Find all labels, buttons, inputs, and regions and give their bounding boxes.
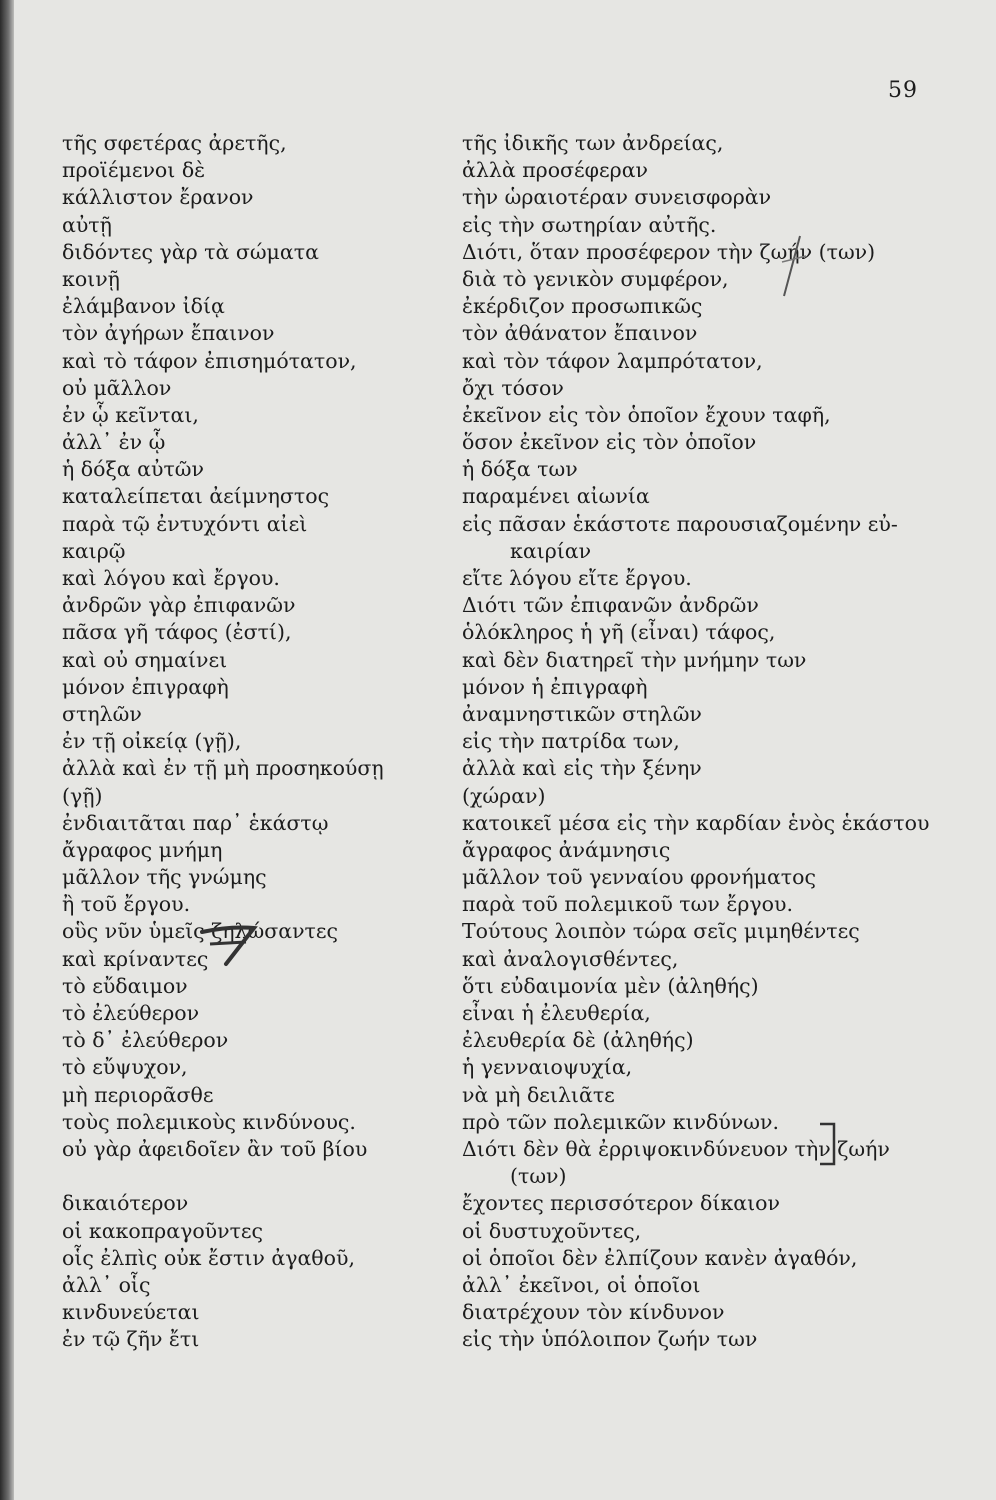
right-text-line: ὁλόκληρος ἡ γῆ (εἶναι) τάφος, xyxy=(462,620,776,645)
right-text-line: ἄγραφος ἀνάμνησις xyxy=(462,837,671,862)
left-text-line: πᾶσα γῆ τάφος (ἐστί), xyxy=(62,620,292,645)
page-number: 59 xyxy=(888,78,918,103)
left-text-line: κάλλιστον ἔρανον xyxy=(62,185,254,210)
right-text-line: οἱ ὁποῖοι δὲν ἐλπίζουν κανὲν ἀγαθόν, xyxy=(462,1245,858,1270)
left-text-line: ἐνδιαιτᾶται παρ᾽ ἑκάστῳ xyxy=(62,810,329,835)
left-text-line: καιρῷ xyxy=(62,538,126,563)
right-text-line: κατοικεῖ μέσα εἰς τὴν καρδίαν ἑνὸς ἑκάστου xyxy=(462,810,930,835)
left-text-line: ἐν τῇ οἰκείᾳ (γῇ), xyxy=(62,729,242,754)
right-text-line: (των) xyxy=(510,1164,567,1189)
left-text-line: παρὰ τῷ ἐντυχόντι αἰεὶ xyxy=(62,511,308,536)
right-text-line: ἐλευθερία δὲ (ἀληθής) xyxy=(462,1028,694,1053)
left-text-line: ἀλλ᾽ οἷς xyxy=(62,1272,151,1297)
left-text-line: καὶ κρίναντες xyxy=(62,946,209,971)
right-text-line: Τούτους λοιπὸν τώρα σεῖς μιμηθέντες xyxy=(462,919,860,944)
left-text-line: οἱ κακοπραγοῦντες xyxy=(62,1218,264,1243)
left-text-line: προϊέμενοι δὲ xyxy=(62,158,206,183)
right-text-line: ἡ γενναιοψυχία, xyxy=(462,1055,633,1080)
left-text-line: αὐτῇ xyxy=(62,212,112,237)
right-text-line: τὴν ὡραιοτέραν συνεισφορὰν xyxy=(462,185,772,210)
right-text-line: Διότι, ὅταν προσέφερον τὴν ζωήν (των) xyxy=(462,239,876,264)
right-text-line: οἱ δυστυχοῦντες, xyxy=(462,1218,642,1243)
left-text-line: ἐν τῷ ζῆν ἔτι xyxy=(62,1327,200,1352)
left-text-line: καταλείπεται ἀείμνηστος xyxy=(62,484,330,509)
right-text-line: ἐκεῖνον εἰς τὸν ὁποῖον ἔχουν ταφῆ, xyxy=(462,402,831,427)
left-text-line: οὐ μᾶλλον xyxy=(62,375,172,400)
right-text-line: Διότι τῶν ἐπιφανῶν ἀνδρῶν xyxy=(462,593,759,618)
right-text-line: ἀλλὰ καὶ εἰς τὴν ξένην xyxy=(462,756,702,781)
left-text-line: τοὺς πολεμικοὺς κινδύνους. xyxy=(62,1109,356,1134)
right-text-line: πρὸ τῶν πολεμικῶν κινδύνων. xyxy=(462,1109,779,1134)
book-binding-shadow xyxy=(0,0,14,1500)
right-text-line: τὸν ἀθάνατον ἔπαινον xyxy=(462,321,698,346)
right-text-line: ὄχι τόσον xyxy=(462,375,564,400)
left-text-line: κοινῇ xyxy=(62,266,120,291)
right-text-line: ἀλλ᾽ ἐκεῖνοι, οἱ ὁποῖοι xyxy=(462,1272,701,1297)
left-text-line: κινδυνεύεται xyxy=(62,1300,200,1325)
right-text-line: παραμένει αἰωνία xyxy=(462,484,650,509)
left-text-line: καὶ οὐ σημαίνει xyxy=(62,647,228,672)
left-column-ancient-greek xyxy=(62,130,442,1353)
left-text-line: τὸ ἐλεύθερον xyxy=(62,1001,200,1025)
right-text-line: ἐκέρδιζον προσωπικῶς xyxy=(462,294,703,319)
left-text-line: μᾶλλον τῆς γνώμης xyxy=(62,865,267,890)
right-text-line: (χώραν) xyxy=(462,783,546,808)
left-text-line: δικαιότερον xyxy=(62,1191,189,1216)
left-text-line: οὐ γὰρ ἀφειδοῖεν ἂν τοῦ βίου xyxy=(62,1136,368,1161)
left-text-line: μόνον ἐπιγραφὴ xyxy=(62,674,229,699)
left-text-line: τὸ εὔψυχον, xyxy=(62,1055,188,1080)
right-text-line: παρὰ τοῦ πολεμικοῦ των ἔργου. xyxy=(462,892,793,917)
right-text-line: εἰς πᾶσαν ἑκάστοτε παρουσιαζομένην εὐ- xyxy=(462,511,898,536)
left-text-line: τὸ εὔδαιμον xyxy=(62,973,188,998)
right-text-line: καιρίαν xyxy=(510,538,592,563)
left-text-line: οἷς ἐλπὶς οὐκ ἔστιν ἀγαθοῦ, xyxy=(62,1245,355,1270)
left-text-line: ἐν ᾧ κεῖνται, xyxy=(62,402,199,427)
left-text-line: μὴ περιορᾶσθε xyxy=(62,1082,214,1107)
right-text-line: Διότι δὲν θὰ ἐρριψοκινδύνευον τὴν ζωήν xyxy=(462,1136,890,1161)
right-text-line: εἰς τὴν ὑπόλοιπον ζωήν των xyxy=(462,1327,758,1352)
right-text-line: καὶ ἀναλογισθέντες, xyxy=(462,946,679,971)
left-text-line: ἀλλὰ καὶ ἐν τῇ μὴ προσηκούσῃ xyxy=(62,756,384,781)
right-text-line: διὰ τὸ γενικὸν συμφέρον, xyxy=(462,266,729,291)
right-text-line: καὶ τὸν τάφον λαμπρότατον, xyxy=(462,348,763,373)
left-text-line: τῆς σφετέρας ἀρετῆς, xyxy=(62,131,287,155)
left-text-line: διδόντες γὰρ τὰ σώματα xyxy=(62,239,319,264)
right-text-line: ὅτι εὐδαιμονία μὲν (ἀληθής) xyxy=(462,973,759,998)
left-text-line: ἐλάμβανον ἰδίᾳ xyxy=(62,294,225,319)
left-text-line: τὸ δ᾽ ἐλεύθερον xyxy=(62,1028,229,1053)
left-text-line: στηλῶν xyxy=(62,701,142,726)
right-text-line: ἡ δόξα των xyxy=(462,457,578,482)
right-text-line: ἀλλὰ προσέφεραν xyxy=(462,158,649,183)
left-text-line: τὸν ἀγήρων ἔπαινον xyxy=(62,321,275,346)
right-text-line: διατρέχουν τὸν κίνδυνον xyxy=(462,1300,725,1325)
right-text-line: εἰς τὴν πατρίδα των, xyxy=(462,729,680,754)
left-text-line: (γῇ) xyxy=(62,783,103,808)
left-text-line: καὶ τὸ τάφον ἐπισημότατον, xyxy=(62,348,357,373)
right-text-line: μᾶλλον τοῦ γενναίου φρονήματος xyxy=(462,865,816,890)
left-text-line: ἀνδρῶν γὰρ ἐπιφανῶν xyxy=(62,593,296,618)
right-text-line: εἴτε λόγου εἴτε ἔργου. xyxy=(462,566,692,590)
right-text-line: ἔχοντες περισσότερον δίκαιον xyxy=(462,1191,780,1216)
right-text-line: εἰς τὴν σωτηρίαν αὐτῆς. xyxy=(462,212,717,237)
left-text-line: καὶ λόγου καὶ ἔργου. xyxy=(62,566,280,590)
left-text-line: ἀλλ᾽ ἐν ᾧ xyxy=(62,430,166,455)
left-text-line: οὓς νῦν ὑμεῖς ζηλώσαντες xyxy=(62,919,338,944)
right-column-modern-greek xyxy=(462,130,982,1353)
right-text-line: εἶναι ἡ ἐλευθερία, xyxy=(462,1001,651,1025)
right-text-line: μόνον ἡ ἐπιγραφὴ xyxy=(462,674,648,699)
left-text-line xyxy=(62,1163,442,1190)
right-text-line: νὰ μὴ δειλιᾶτε xyxy=(462,1082,615,1107)
right-text-line: ἀναμνηστικῶν στηλῶν xyxy=(462,701,702,726)
right-text-line: τῆς ἰδικῆς των ἀνδρείας, xyxy=(462,131,724,155)
left-text-line: ἡ δόξα αὐτῶν xyxy=(62,457,204,482)
left-text-line: ἄγραφος μνήμη xyxy=(62,837,223,862)
right-text-line: καὶ δὲν διατηρεῖ τὴν μνήμην των xyxy=(462,647,807,672)
left-text-line: ἢ τοῦ ἔργου. xyxy=(62,892,191,917)
right-text-line: ὅσον ἐκεῖνον εἰς τὸν ὁποῖον xyxy=(462,430,757,455)
